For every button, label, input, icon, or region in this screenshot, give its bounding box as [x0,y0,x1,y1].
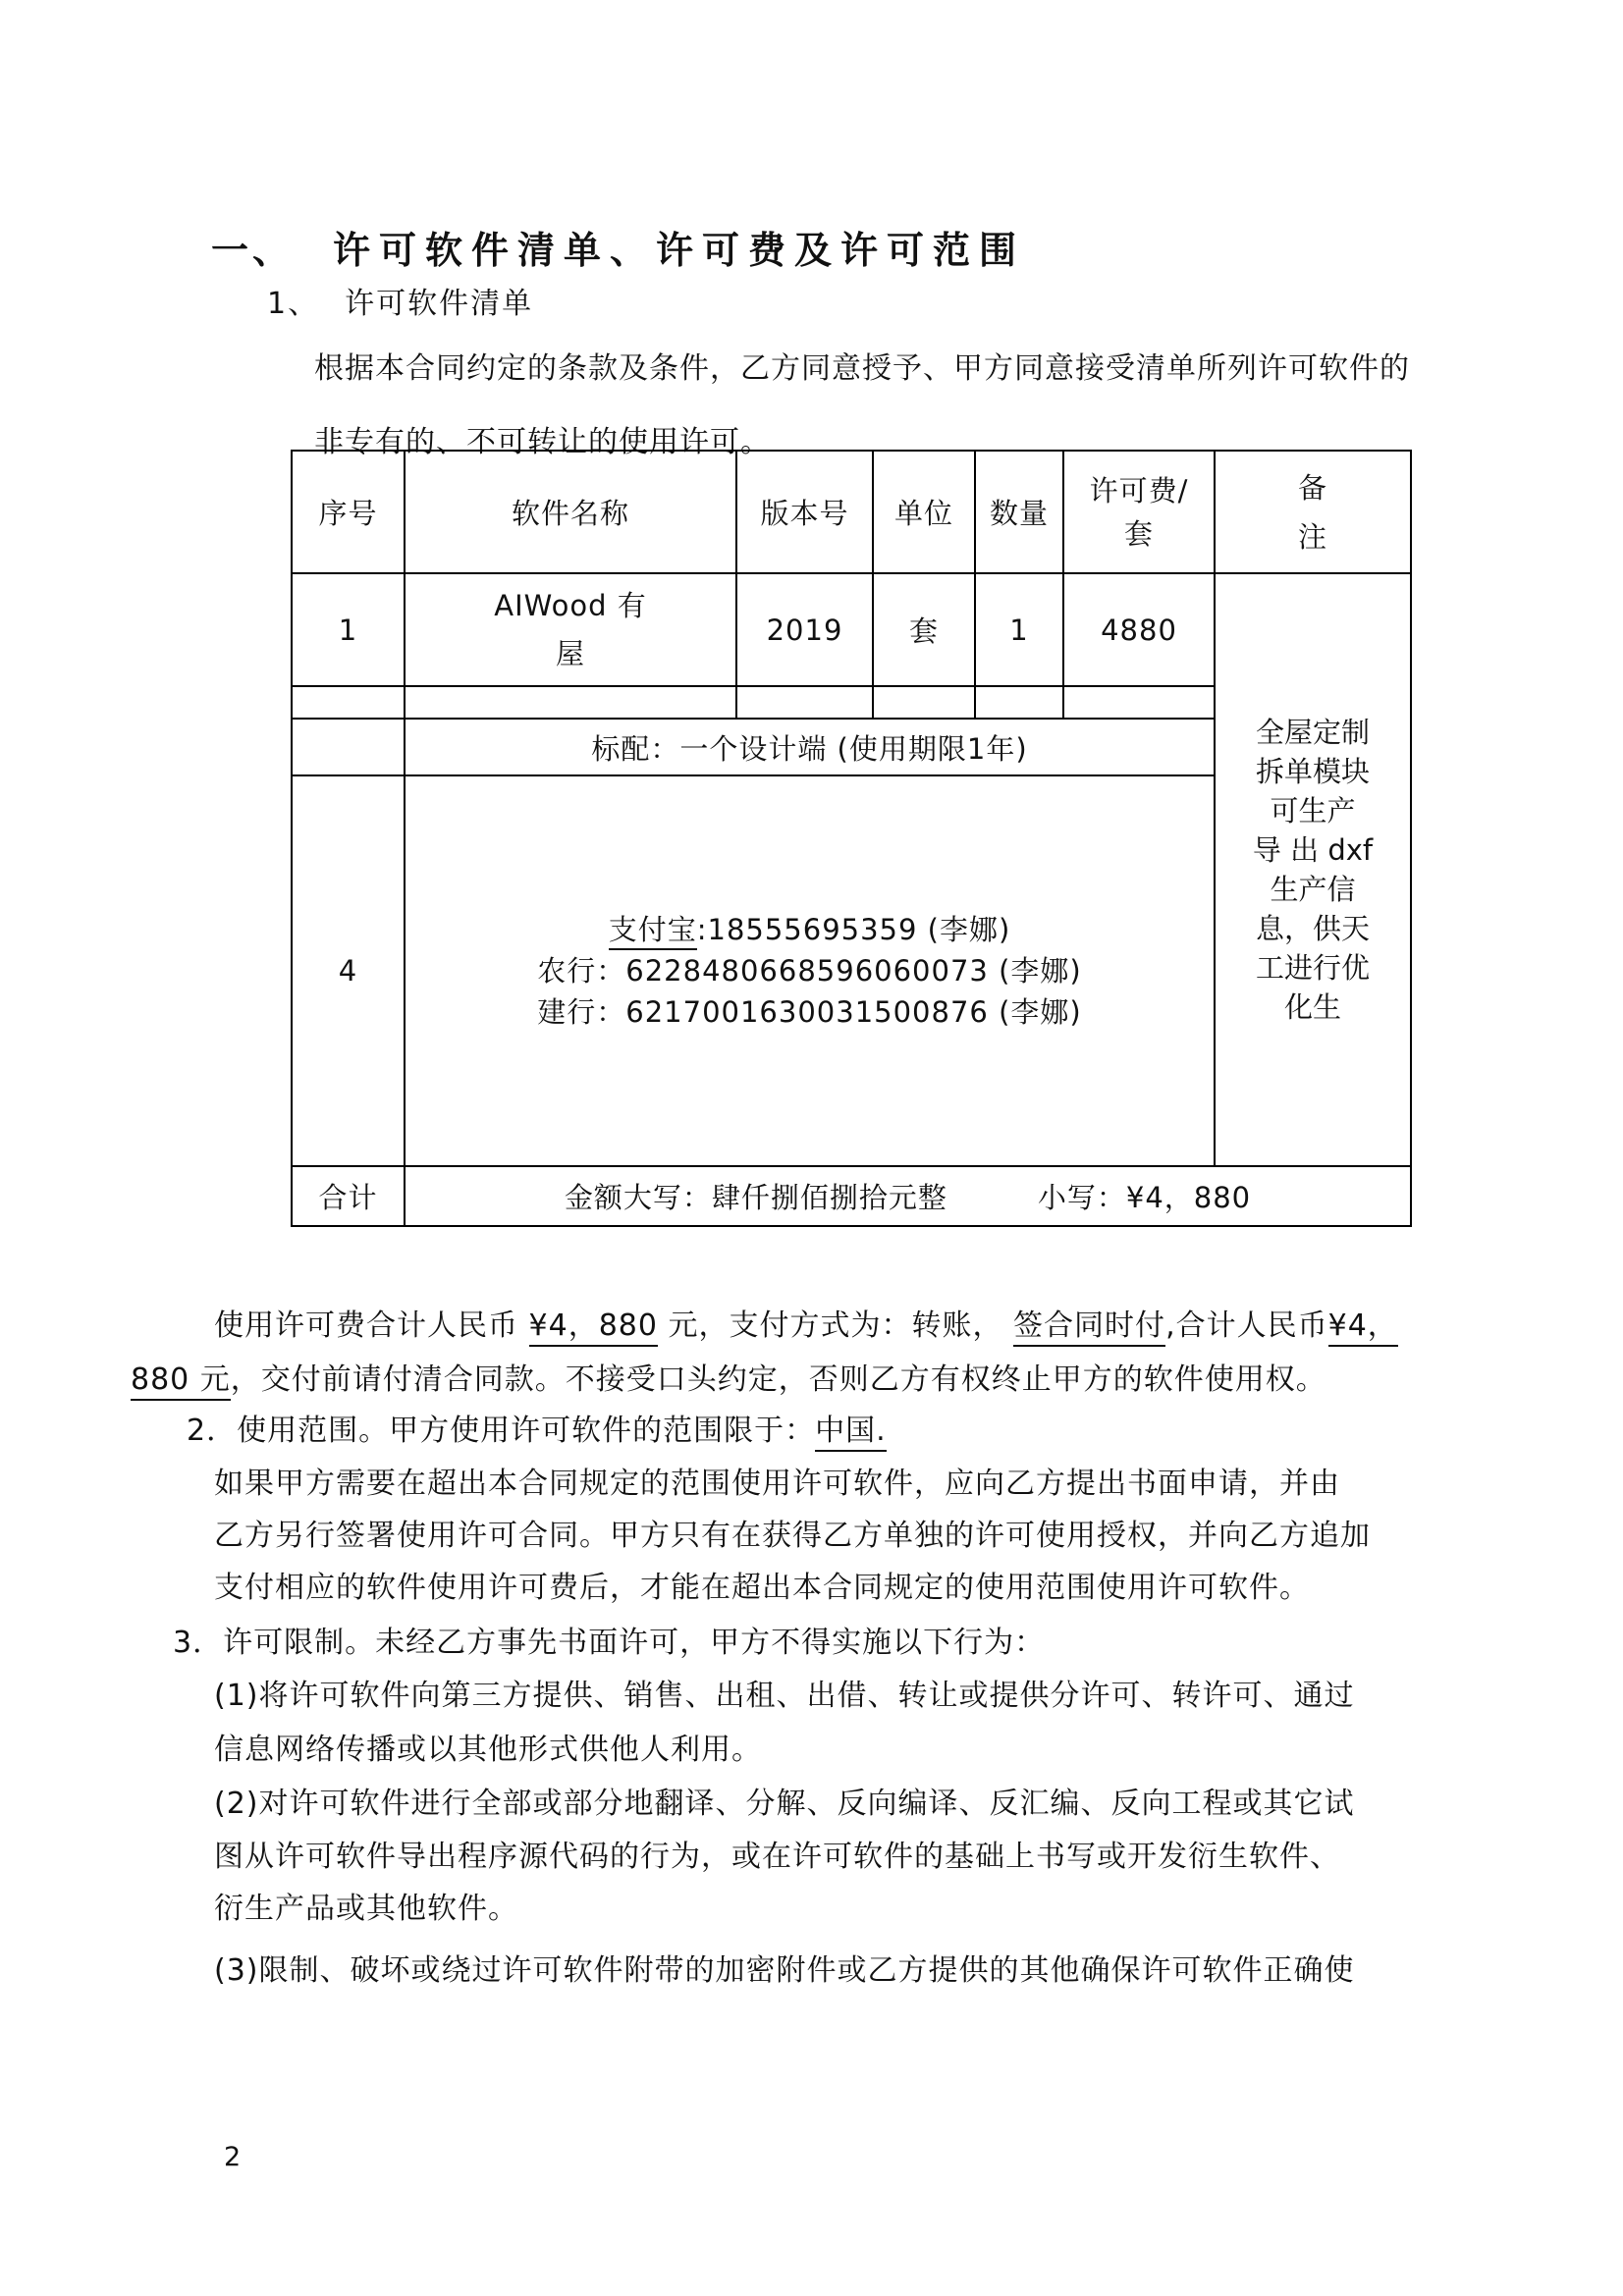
remark-line: 工进行优 [1255,951,1370,985]
remark-line: 息，供天 [1255,912,1370,945]
subsection-title [267,279,533,322]
subsection-label: 1、 [267,287,320,321]
row1-name-line-1: AIWood 有 [494,588,647,622]
header-remark-line-1: 备 [1297,470,1327,505]
row1-qty: 1 [975,573,1063,686]
amount-numeric: 小写：¥4，880 [1037,1181,1252,1214]
page-number: 2 [224,2142,242,2172]
header-cell-no: 序号 [292,451,405,573]
table-row-1 [292,573,1411,686]
scope-text: 2．使用范围。甲方使用许可软件的范围限于： [187,1414,816,1448]
scope-paragraph-line-3: 乙方另行签署使用许可合同。甲方只有在获得乙方单独的许可使用授权，并向乙方追加 [214,1519,1371,1553]
scope-paragraph-line-4: 支付相应的软件使用许可费后，才能在超出本合同规定的使用范围使用许可软件。 [214,1571,1310,1605]
table-total-row [292,1166,1411,1226]
alipay-label: 支付宝 [609,913,697,950]
header-cell-unit: 单位 [873,451,975,573]
alipay-number: :18555695359 (李娜) [696,913,1011,946]
fee-amount-underlined: ¥4，880 [529,1308,658,1347]
header-remark-line-2: 注 [1297,519,1327,554]
section-heading-numeral: 一、 [211,229,295,272]
empty-cell [292,719,405,775]
row1-fee: 4880 [1063,573,1215,686]
remark-line: 拆单模块 [1255,755,1370,788]
payment-line-abc-bank: 农行：6228480668596060073 (李娜) [537,954,1082,988]
empty-cell [975,686,1063,719]
row1-unit: 套 [873,573,975,686]
restriction-item1-line-1: (1)将许可软件向第三方提供、销售、出租、出借、转让或提供分许可、转许可、通过 [214,1679,1355,1713]
remark-line: 导 出 dxf [1252,833,1374,867]
section-heading-title: 许可软件清单、许可费及许可范围 [333,229,1026,272]
license-table [291,450,1412,1227]
header-cell-software-name: 软件名称 [405,451,736,573]
scope-paragraph-line-1 [187,1406,887,1449]
header-cell-remark [1215,451,1411,573]
empty-cell [292,686,405,719]
fee-text: 元，支付方式为：转账， [657,1308,1014,1343]
table-header-row [292,451,1411,573]
standard-config-cell: 标配：一个设计端 (使用期限1年) [405,719,1215,775]
intro-line-2: 非专有的、不可转让的使用许可。 [314,425,771,459]
header-fee-line-2: 套 [1123,516,1154,551]
header-cell-fee [1063,451,1215,573]
row1-name-line-2: 屋 [555,636,585,670]
header-fee-line-1: 许可费/ [1089,473,1189,507]
header-cell-version: 版本号 [736,451,873,573]
remark-line: 全屋定制 [1255,716,1370,749]
payment-line-ccb-bank: 建行：6217001630031500876 (李娜) [537,995,1082,1029]
fee-text: 使用许可费合计人民币 [214,1308,529,1343]
remark-line: 生产信 [1270,873,1356,906]
intro-line-1: 根据本合同约定的条款及条件，乙方同意授予、甲方同意接受清单所列许可软件的 [314,351,1410,386]
row1-version: 2019 [736,573,873,686]
fee-text: ,合计人民币 [1165,1308,1328,1343]
restriction-item2-line-1: (2)对许可软件进行全部或部分地翻译、分解、反向编译、反汇编、反向工程或其它试 [214,1787,1355,1821]
row1-no: 1 [292,573,405,686]
subsection-text: 许可软件清单 [345,287,534,321]
fee-paragraph-line-2 [131,1355,1326,1398]
fee-amount-continued-underlined: 880 元 [131,1362,231,1401]
header-cell-qty: 数量 [975,451,1063,573]
pay-terms-underlined: 签合同时付 [1013,1308,1165,1347]
empty-cell [873,686,975,719]
total-amount-cell [405,1166,1411,1226]
empty-cell [1063,686,1215,719]
fee-text: ，交付前请付清合同款。不接受口头约定，否则乙方有权终止甲方的软件使用权。 [230,1362,1326,1397]
scope-region-underlined: 中国. [815,1414,887,1452]
restriction-item2-line-2: 图从许可软件导出程序源代码的行为，或在许可软件的基础上书写或开发衍生软件、 [214,1840,1340,1874]
payment-line-alipay [406,909,1214,950]
remark-line: 化生 [1283,990,1341,1024]
fee-paragraph-line-1 [214,1301,1398,1344]
restriction-item2-line-3: 衍生产品或其他软件。 [214,1892,518,1926]
payment-info-cell [405,775,1215,1166]
section-heading [211,220,1025,274]
row1-software-name [405,573,736,686]
restriction-item1-line-2: 信息网络传播或以其他形式供他人利用。 [214,1733,762,1767]
empty-cell [736,686,873,719]
restriction-paragraph-title: 3．许可限制。未经乙方事先书面许可，甲方不得实施以下行为： [173,1626,1046,1660]
empty-cell [405,686,736,719]
total-label-cell: 合计 [292,1166,405,1226]
amount-in-words: 金额大写：肆仟捌佰捌拾元整 [564,1181,947,1214]
remark-line: 可生产 [1270,794,1356,828]
scope-paragraph-line-2: 如果甲方需要在超出本合同规定的范围使用许可软件，应向乙方提出书面申请，并由 [214,1467,1340,1501]
remark-cell [1215,573,1411,1166]
fee-amount-part-underlined: ¥4， [1328,1308,1398,1347]
restriction-item3-line-1: (3)限制、破坏或绕过许可软件附带的加密附件或乙方提供的其他确保许可软件正确使 [214,1953,1355,1988]
row4-no: 4 [292,775,405,1166]
